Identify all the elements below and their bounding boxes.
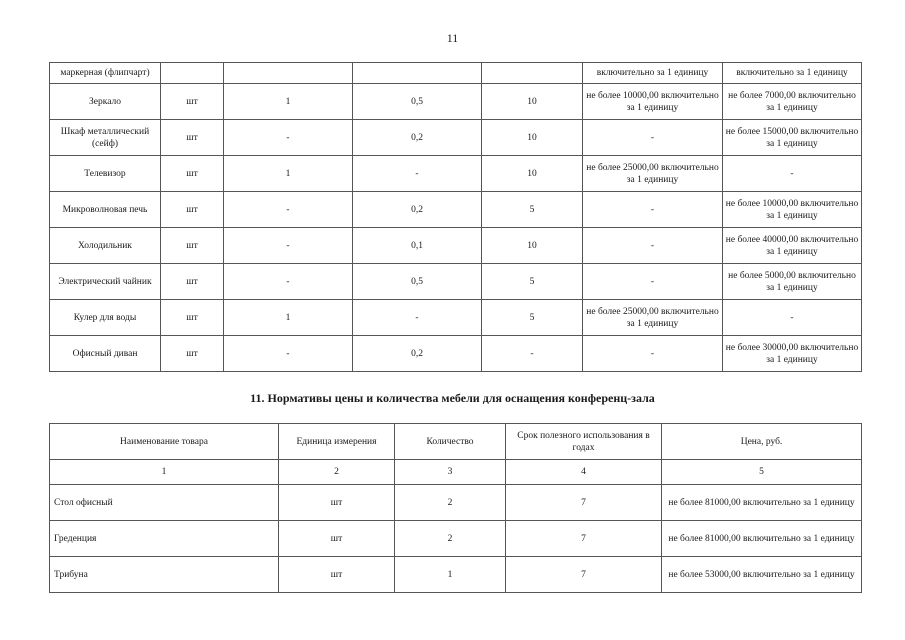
table-cell: 0,1 [353,228,482,264]
table-cell: шт [279,521,395,557]
table-cell: 5 [482,264,583,300]
table-cell: шт [279,485,395,521]
table-cell: не более 7000,00 включительно за 1 единицу [723,84,862,120]
table-cell: 5 [482,192,583,228]
table-row [50,336,862,372]
table-cell: шт [161,156,224,192]
table-cell: Зеркало [50,84,161,120]
table-cell: Кулер для воды [50,300,161,336]
table-cell: не более 40000,00 включительно за 1 единицу [723,228,862,264]
table-cell: - [583,228,723,264]
table-row [50,84,862,120]
table-cell: - [723,300,862,336]
column-header: Цена, руб. [662,424,862,460]
table-row [50,557,862,593]
table-cell: не более 81000,00 включительно за 1 единицу [662,485,862,521]
table-cell: не более 53000,00 включительно за 1 единицу [662,557,862,593]
table-row [50,228,862,264]
column-number: 2 [279,460,395,485]
table-cell: Трибуна [50,557,279,593]
table-cell: Телевизор [50,156,161,192]
table-cell: - [482,336,583,372]
table-cell [482,63,583,84]
table-cell: - [224,336,353,372]
table-cell: 10 [482,228,583,264]
table-row [50,192,862,228]
table-cell: - [353,156,482,192]
table-cell [353,63,482,84]
table-row [50,120,862,156]
column-number: 4 [506,460,662,485]
column-number: 1 [50,460,279,485]
table-cell: включительно за 1 единицу [583,63,723,84]
table-cell: не более 5000,00 включительно за 1 единицу [723,264,862,300]
table-row [50,485,862,521]
table-cell: 2 [395,485,506,521]
table-cell: - [583,336,723,372]
table-cell: не более 10000,00 включительно за 1 единицу [723,192,862,228]
table-cell: - [224,264,353,300]
page-number: 11 [446,31,459,45]
table-cell: шт [161,300,224,336]
column-header: Срок полезного использования в годах [506,424,662,460]
table-cell: 0,2 [353,120,482,156]
table-cell: Холодильник [50,228,161,264]
table-cell: - [224,120,353,156]
table-cell: - [583,192,723,228]
table-cell: шт [161,84,224,120]
column-header: Единица измерения [279,424,395,460]
table-cell: включительно за 1 единицу [723,63,862,84]
table-cell: 7 [506,485,662,521]
table-cell: 0,2 [353,192,482,228]
table-cell: шт [161,264,224,300]
table-cell: - [583,120,723,156]
column-number: 3 [395,460,506,485]
table-cell: - [583,264,723,300]
header-row [50,424,862,460]
table-cell: шт [161,120,224,156]
table-cell: 5 [482,300,583,336]
table-cell: не более 10000,00 включительно за 1 единицу [583,84,723,120]
table-cell: 1 [224,156,353,192]
table-cell: 0,5 [353,84,482,120]
table-row [50,300,862,336]
table-cell: маркерная (флипчарт) [50,63,161,84]
table-cell: Шкаф металлический (сейф) [50,120,161,156]
table-cell: не более 25000,00 включительно за 1 единицу [583,300,723,336]
table-row [50,264,862,300]
column-header: Наименование товара [50,424,279,460]
table-cell: шт [161,336,224,372]
table-cell: 7 [506,521,662,557]
table-cell: - [353,300,482,336]
table-cell: - [224,228,353,264]
table-cell: шт [161,228,224,264]
table-cell: Микроволновая печь [50,192,161,228]
table-cell: Стол офисный [50,485,279,521]
section-title: 11. Нормативы цены и количества мебели для оснащения конференц-зала [250,391,655,405]
table-cell: 7 [506,557,662,593]
table-row [50,156,862,192]
table-cell: шт [161,192,224,228]
table-cell: 1 [224,84,353,120]
table-cell: 0,2 [353,336,482,372]
table-cell: шт [279,557,395,593]
column-number: 5 [662,460,862,485]
column-number-row [50,460,862,485]
table-cell: - [224,192,353,228]
table-cell: 1 [224,300,353,336]
table-cell: - [723,156,862,192]
table-cell: 0,5 [353,264,482,300]
table-cell: 10 [482,84,583,120]
table-row [50,63,862,84]
table-cell: Электрический чайник [50,264,161,300]
table-cell: не более 81000,00 включительно за 1 единицу [662,521,862,557]
table-cell: Офисный диван [50,336,161,372]
table-cell: не более 25000,00 включительно за 1 единицу [583,156,723,192]
table-cell: Греденция [50,521,279,557]
table-row [50,521,862,557]
column-header: Количество [395,424,506,460]
table-cell: 10 [482,156,583,192]
table-cell [224,63,353,84]
conference-furniture-table [49,423,862,593]
table-cell: не более 30000,00 включительно за 1 единицу [723,336,862,372]
table-cell: 10 [482,120,583,156]
table-cell: 1 [395,557,506,593]
table-cell: 2 [395,521,506,557]
table-cell [161,63,224,84]
table-cell: не более 15000,00 включительно за 1 единицу [723,120,862,156]
equipment-table [49,62,862,372]
